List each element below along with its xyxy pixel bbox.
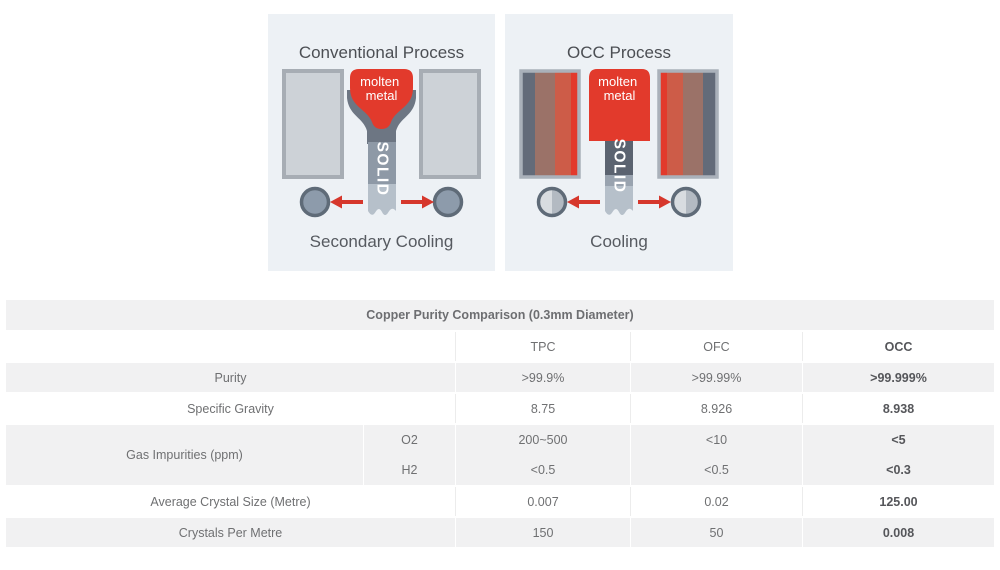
cell-tpc: >99.9% — [455, 363, 630, 392]
cell-tpc: 150 — [455, 518, 630, 547]
cell-tpc: 0.007 — [455, 487, 630, 516]
table-header-row — [6, 332, 994, 361]
gas-h2-occ: <0.3 — [886, 463, 911, 477]
gas-o2-ofc: <10 — [705, 433, 728, 447]
gas-h2-tpc: <0.5 — [530, 463, 556, 477]
table-row-gas-impurities — [6, 425, 994, 485]
mold-left — [284, 71, 342, 177]
cooling-nozzle-left — [302, 189, 329, 216]
molten-metal-label: molten metal — [360, 74, 400, 103]
cell-tpc: 8.75 — [455, 394, 630, 423]
cooling-nozzle-left — [539, 189, 566, 216]
row-label: Crystals Per Metre — [178, 525, 283, 540]
diagram-caption: Secondary Cooling — [309, 232, 454, 251]
cell-occ: 8.938 — [802, 394, 994, 423]
header-occ: OCC — [802, 332, 994, 361]
table-row-purity — [6, 363, 994, 392]
table-row-specific-gravity — [6, 394, 994, 423]
diagram-caption: Cooling — [590, 232, 648, 251]
cell-ofc — [630, 425, 802, 485]
cell-occ: >99.999% — [802, 363, 994, 392]
diagram-title: Conventional Process — [298, 43, 465, 62]
header-ofc: OFC — [630, 332, 802, 361]
cell-ofc: 0.02 — [630, 487, 802, 516]
cell-occ: 125.00 — [802, 487, 994, 516]
copper-purity-table — [6, 300, 994, 549]
occ-process-diagram — [505, 14, 733, 271]
gas-o2-tpc: 200~500 — [518, 433, 568, 447]
gas-o2-label: O2 — [401, 433, 418, 447]
cell-occ: 0.008 — [802, 518, 994, 547]
cell-ofc: 50 — [630, 518, 802, 547]
table-title: Copper Purity Comparison (0.3mm Diameter) — [366, 308, 634, 322]
cell-tpc — [455, 425, 630, 485]
mold-right — [421, 71, 479, 177]
cooling-nozzle-right — [673, 189, 700, 216]
row-label: Purity — [214, 370, 247, 385]
row-label: Gas Impurities (ppm) — [126, 448, 243, 462]
diagram-title: OCC Process — [567, 43, 671, 62]
cell-ofc: >99.99% — [630, 363, 802, 392]
row-label: Specific Gravity — [187, 401, 274, 416]
conventional-process-diagram — [268, 14, 495, 271]
table-title-row — [6, 300, 994, 330]
gas-h2-ofc: <0.5 — [704, 463, 729, 477]
table-row-avg-crystal-size — [6, 487, 994, 516]
header-tpc: TPC — [455, 332, 630, 361]
gas-h2-label: H2 — [401, 463, 418, 477]
table-row-crystals-per-metre — [6, 518, 994, 547]
gas-sub-labels — [363, 425, 455, 485]
solid-label: SOLID — [610, 138, 628, 194]
header-blank — [6, 332, 455, 361]
process-diagrams — [268, 14, 733, 271]
molten-metal-label: molten metal — [598, 74, 638, 103]
gas-o2-occ: <5 — [891, 433, 906, 447]
solid-label: SOLID — [373, 141, 391, 197]
heated-mold-left — [521, 71, 579, 177]
cell-ofc: 8.926 — [630, 394, 802, 423]
row-label: Average Crystal Size (Metre) — [150, 494, 311, 509]
cell-occ — [802, 425, 994, 485]
cooling-nozzle-right — [435, 189, 462, 216]
heated-mold-right — [659, 71, 717, 177]
